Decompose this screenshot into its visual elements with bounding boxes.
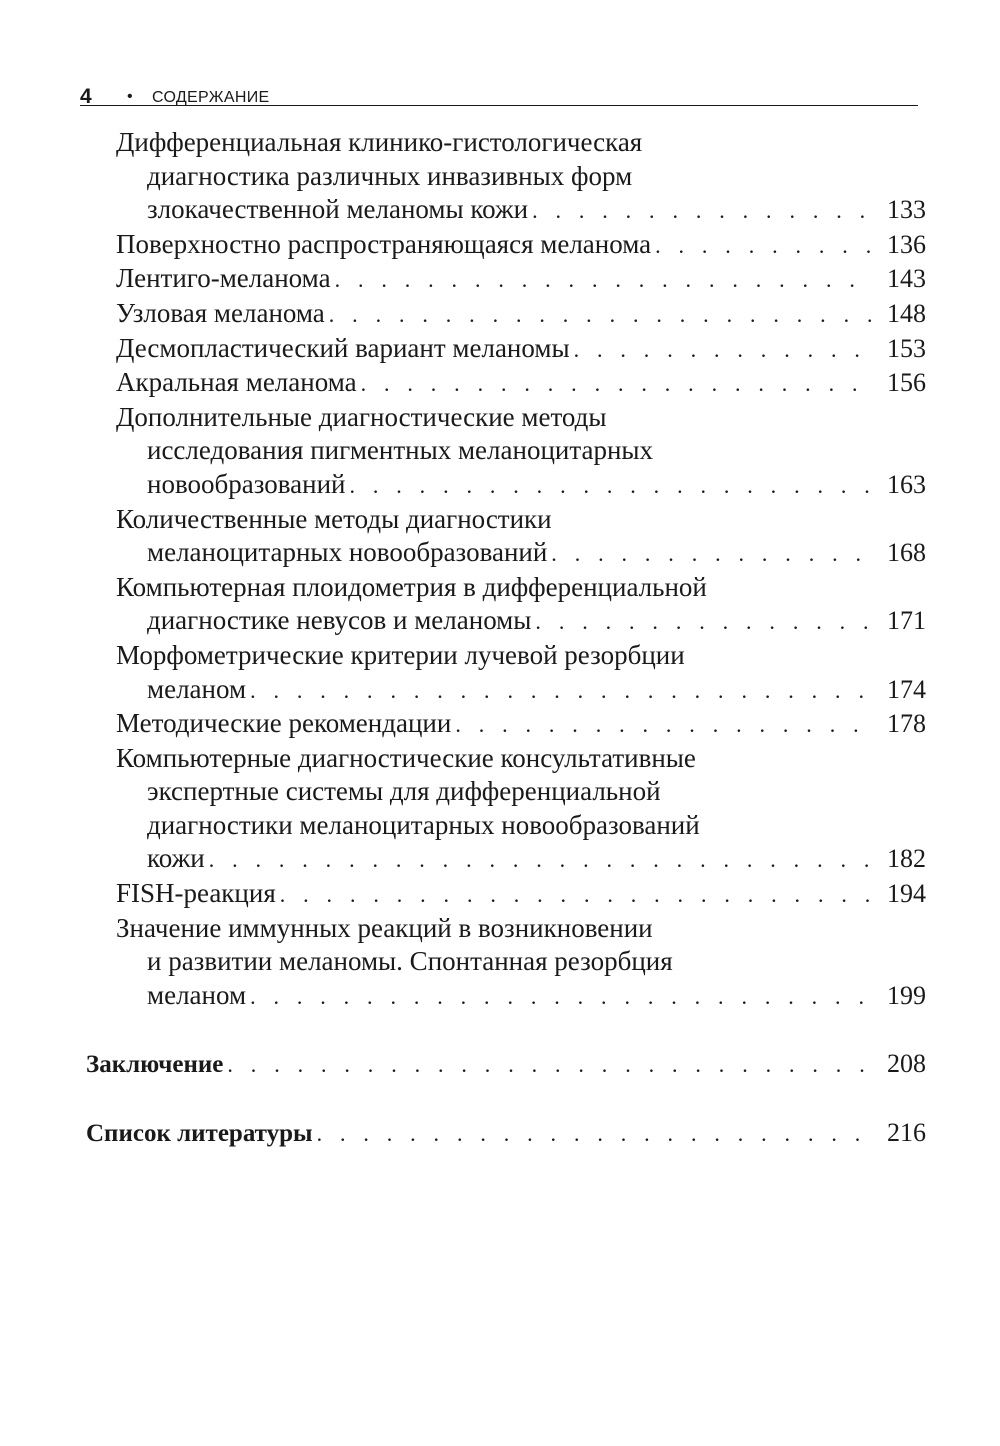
dot-leader (574, 333, 874, 367)
toc-page-number: 199 (887, 980, 926, 1010)
toc-entry-line: Лентиго-меланома (116, 263, 331, 294)
bullet-icon: • (127, 88, 133, 105)
dot-leader (535, 605, 874, 639)
dot-leader (349, 469, 874, 503)
toc-entry[interactable] (116, 228, 926, 263)
toc-entry-line: Дополнительные диагностические методы (116, 401, 607, 432)
toc-entry-line: Компьютерные диагностические консультативные (116, 742, 696, 773)
dot-leader (335, 263, 874, 297)
toc-page-number: 133 (887, 195, 926, 225)
toc-entry-line: диагностики меланоцитарных новообразований (147, 809, 700, 840)
toc-entry-line: диагностика различных инвазивных форм (147, 160, 633, 191)
toc-entry[interactable] (116, 503, 926, 571)
toc-entry-line: Количественные методы диагностики (116, 503, 552, 534)
toc-entry[interactable] (116, 571, 926, 639)
toc-entry-line: кожи (147, 843, 205, 874)
toc-page-number: 143 (887, 264, 926, 294)
dot-leader (551, 537, 874, 571)
toc-main-title: Список литературы (86, 1120, 313, 1148)
toc-entry-line: Компьютерная плоидометрия в дифференциальной (116, 571, 707, 602)
toc-entry[interactable] (116, 401, 926, 503)
header-rule (80, 105, 918, 106)
toc-entry-line: Значение иммунных реакций в возникновении (116, 912, 653, 943)
toc-entry[interactable] (116, 742, 926, 877)
toc-main-entry-references[interactable] (86, 1116, 926, 1151)
dot-leader (250, 980, 874, 1014)
toc-entry[interactable] (116, 877, 926, 912)
toc-page-number: 194 (887, 879, 926, 909)
toc-entry[interactable] (116, 912, 926, 1014)
dot-leader (329, 298, 874, 332)
toc-page-number: 156 (887, 368, 926, 398)
toc-page-number: 153 (887, 333, 926, 363)
toc-entry-line: диагностике невусов и меланомы (147, 605, 532, 636)
toc-entry-line: новообразований (147, 468, 346, 499)
toc-entry-line: Дифференциальная клинико-гистологическая (116, 127, 643, 157)
dot-leader (317, 1117, 874, 1151)
running-header (80, 84, 918, 110)
dot-leader (532, 194, 874, 228)
toc-entry-line: Десмопластический вариант меланомы (116, 332, 570, 363)
toc-page-number: 136 (887, 229, 926, 259)
toc-page-number: 182 (887, 844, 926, 874)
section-title: СОДЕРЖАНИЕ (152, 89, 270, 106)
toc-page-number: 163 (887, 469, 926, 499)
toc-entry-line: Методические рекомендации (116, 708, 452, 739)
toc-entry[interactable] (116, 639, 926, 707)
toc-main-entry-conclusion[interactable] (86, 1047, 926, 1082)
toc-page-number: 168 (887, 538, 926, 568)
toc-entry-line: исследования пигментных меланоцитарных (147, 435, 654, 466)
toc-entry-line: злокачественной меланомы кожи (147, 194, 529, 225)
toc-entry-line: меланоцитарных новообразований (147, 537, 548, 568)
toc-entry-line: меланом (147, 979, 247, 1010)
dot-leader (455, 708, 874, 742)
dot-leader (655, 229, 874, 263)
toc-entry-line: меланом (147, 673, 247, 704)
toc-main-title: Заключение (86, 1051, 224, 1079)
toc-page-number: 216 (887, 1118, 926, 1148)
toc-page-number: 178 (887, 709, 926, 739)
toc-entry-line: Акральная меланома (116, 367, 357, 398)
toc-entry[interactable] (116, 707, 926, 742)
table-of-contents (0, 126, 1000, 1151)
page-number: 4 (80, 85, 92, 108)
toc-entry-line: и развитии меланомы. Спонтанная резорбция (147, 946, 673, 977)
dot-leader (209, 843, 874, 877)
toc-page-number: 208 (887, 1049, 926, 1079)
toc-entry[interactable] (116, 366, 926, 401)
toc-entry-line: FISH-реакция (116, 878, 276, 909)
toc-page-number: 148 (887, 298, 926, 328)
toc-page-number: 171 (887, 606, 926, 636)
toc-page-number: 174 (887, 674, 926, 704)
toc-entry[interactable] (116, 126, 926, 228)
toc-entry[interactable] (116, 262, 926, 297)
dot-leader (280, 878, 874, 912)
toc-entry[interactable] (116, 332, 926, 367)
toc-entry-line: экспертные системы для дифференциальной (147, 776, 661, 807)
toc-entry-line: Поверхностно распространяющаяся меланома (116, 228, 652, 259)
toc-entry-line: Морфометрические критерии лучевой резорбции (116, 639, 685, 670)
dot-leader (227, 1048, 874, 1082)
dot-leader (250, 674, 874, 708)
toc-entry-line: Узловая меланома (116, 297, 325, 328)
dot-leader (361, 367, 874, 401)
toc-entry[interactable] (116, 297, 926, 332)
